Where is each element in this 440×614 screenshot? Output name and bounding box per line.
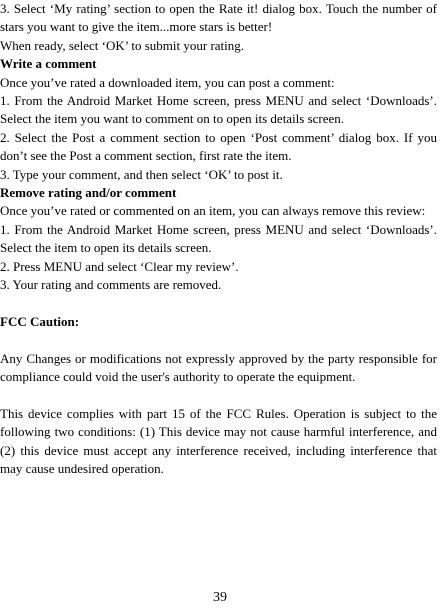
spacer <box>0 387 437 405</box>
rating-step-3: 3. Select ‘My rating’ section to open the Rate it! dialog box. Touch the number of stars you want to give the item...more stars is better! <box>0 1 437 35</box>
submit-rating-note: When ready, select ‘OK’ to submit your rating. <box>0 37 245 53</box>
page-number: 39 <box>213 590 227 605</box>
fcc-compliance-paragraph: This device complies with part 15 of the FCC Rules. Operation is subject to the following two conditions: (1) This device may not cause harmful interference, and (2) this device must accept any interference received, including interference that may cause undesired operation. <box>0 405 437 477</box>
remove-step-1: 1. From the Android Market Home screen, press MENU and select ‘Downloads’. Select the item to open its details screen. <box>0 221 437 256</box>
write-comment-heading: Write a comment <box>0 56 97 72</box>
write-comment-intro: Once you’ve rated a downloaded item, you can post a comment: <box>0 74 335 90</box>
comment-step-3: 3. Type your comment, and then select ‘OK’ to post it. <box>0 166 283 182</box>
remove-step-2: 2. Press MENU and select ‘Clear my review’. <box>0 258 239 274</box>
remove-step-3: 3. Your rating and comments are removed. <box>0 277 222 293</box>
fcc-caution-heading: FCC Caution: <box>0 313 80 329</box>
spacer <box>0 331 437 349</box>
remove-review-intro: Once you’ve rated or commented on an item, you can always remove this review: <box>0 203 426 219</box>
comment-step-1: 1. From the Android Market Home screen, press MENU and select ‘Downloads’. Select the item you want to comment on to open its details screen. <box>0 93 437 127</box>
comment-step-2: 2. Select the Post a comment section to open ‘Post comment’ dialog box. If you don’t see the Post a comment section, first rate the item. <box>0 129 437 164</box>
spacer <box>0 295 437 313</box>
remove-review-heading: Remove rating and/or comment <box>0 185 177 201</box>
fcc-changes-paragraph: Any Changes or modifications not expressly approved by the party responsible for compliance could void the user's authority to operate the equipment. <box>0 350 437 385</box>
